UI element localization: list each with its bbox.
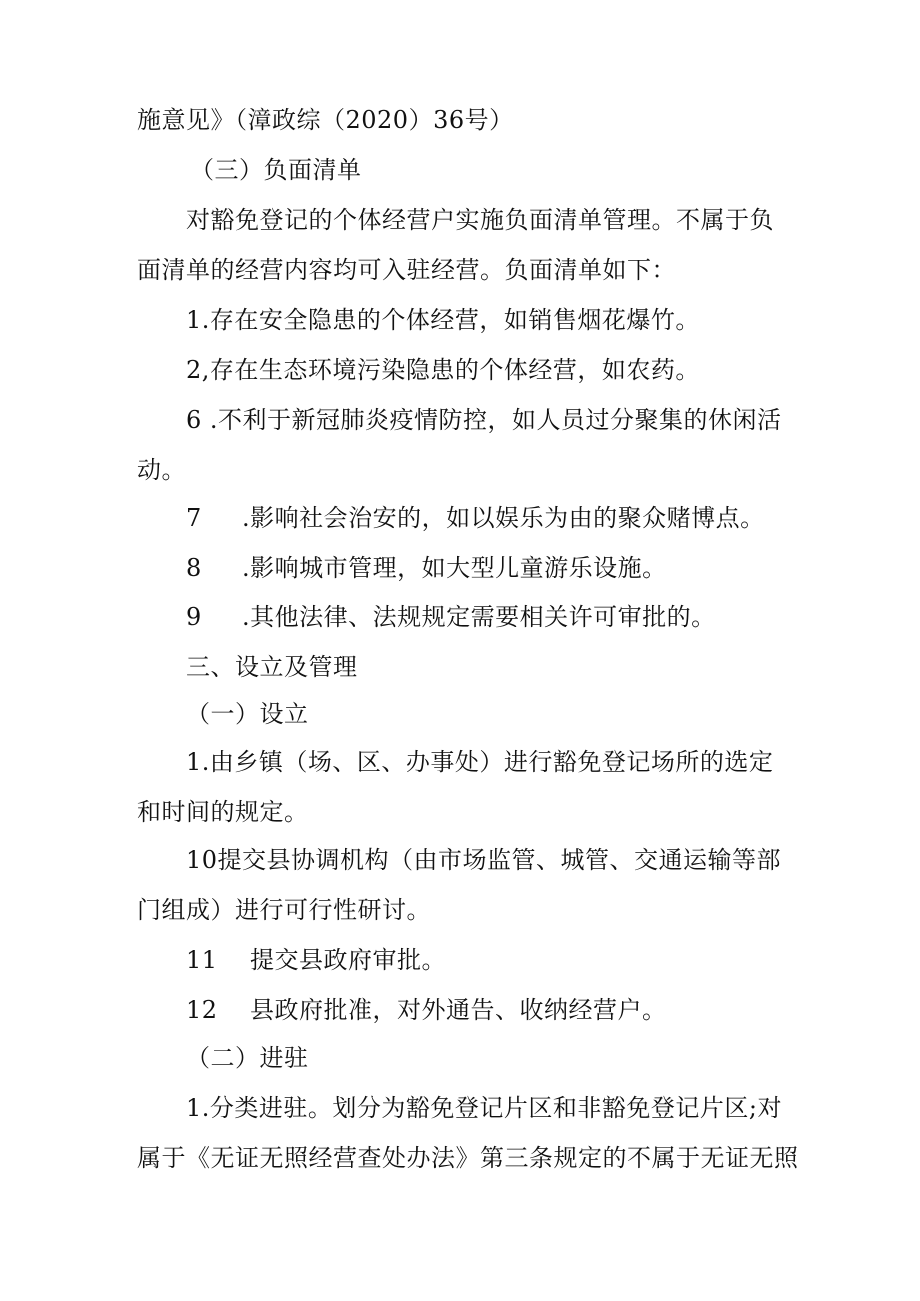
paragraph-line: 动。 bbox=[137, 456, 186, 484]
paragraph-line: 和时间的规定。 bbox=[137, 798, 309, 826]
paragraph-line: 对豁免登记的个体经营户实施负面清单管理。不属于负 bbox=[186, 206, 774, 234]
section-heading: （二）进驻 bbox=[186, 1044, 309, 1072]
list-item: 1.分类进驻。划分为豁免登记片区和非豁免登记片区;对 bbox=[186, 1094, 782, 1122]
paragraph-line: 施意见》（漳政综（2020）36号） bbox=[137, 106, 514, 134]
list-item: .影响城市管理，如大型儿童游乐设施。 bbox=[242, 554, 667, 582]
list-item: 1.存在安全隐患的个体经营，如销售烟花爆竹。 bbox=[186, 306, 700, 334]
paragraph-line: 属于《无证无照经营查处办法》第三条规定的不属于无证无照 bbox=[137, 1144, 799, 1172]
list-item: 提交县政府审批。 bbox=[250, 946, 446, 974]
list-item-number: 12 bbox=[186, 996, 218, 1024]
list-item-number: 11 bbox=[186, 946, 218, 974]
paragraph-line: 面清单的经营内容均可入驻经营。负面清单如下： bbox=[137, 256, 676, 284]
paragraph-line: 门组成）进行可行性研讨。 bbox=[137, 896, 431, 924]
list-item: 县政府批准，对外通告、收纳经营户。 bbox=[250, 996, 667, 1024]
list-item-number: 8 bbox=[186, 554, 202, 582]
list-item: 6 .不利于新冠肺炎疫情防控，如人员过分聚集的休闲活 bbox=[186, 406, 782, 434]
list-item-number: 9 bbox=[186, 603, 202, 631]
list-item: 10提交县协调机构（由市场监管、城管、交通运输等部 bbox=[186, 846, 782, 874]
section-heading: （一）设立 bbox=[186, 700, 309, 728]
list-item: .其他法律、法规规定需要相关许可审批的。 bbox=[242, 603, 716, 631]
list-item-number: 7 bbox=[186, 504, 202, 532]
list-item: 1.由乡镇（场、区、办事处）进行豁免登记场所的选定 bbox=[186, 748, 774, 776]
section-heading: （三）负面清单 bbox=[190, 156, 362, 184]
list-item: .影响社会治安的，如以娱乐为由的聚众赌博点。 bbox=[242, 504, 765, 532]
list-item: 2,存在生态环境污染隐患的个体经营，如农药。 bbox=[186, 356, 700, 384]
section-heading: 三、设立及管理 bbox=[186, 653, 358, 681]
